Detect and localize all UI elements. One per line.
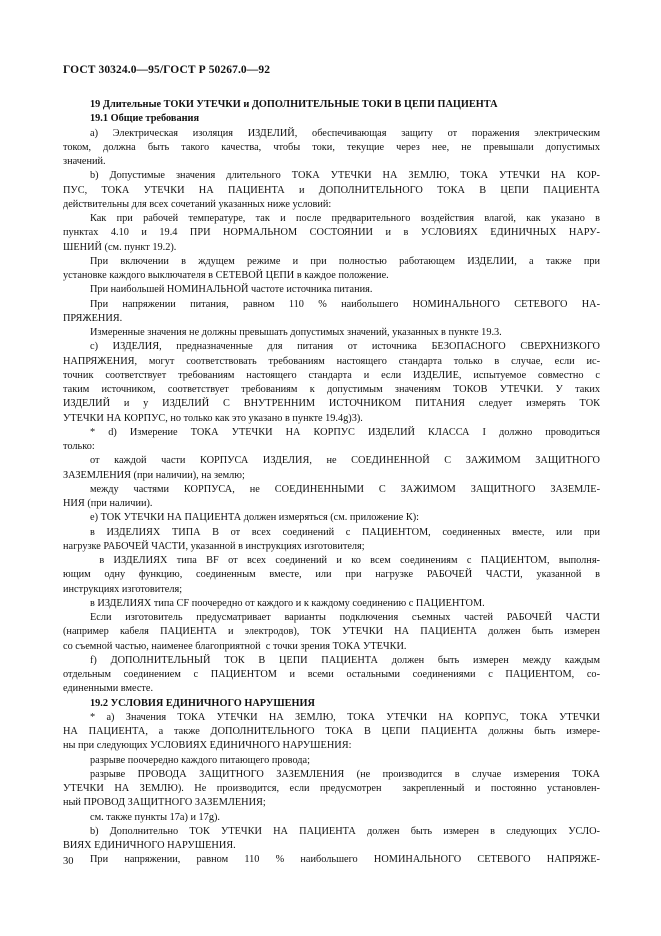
text-line: Как при рабочей температуре, так и после предварительного воздействия влагой, как указано в: [90, 213, 600, 224]
text-line: с) ИЗДЕЛИЯ, предназначенные для питания от источника БЕЗОПАСНОГО СВЕРХНИЗКОГО: [90, 341, 600, 353]
text-line: При включении в ждущем режиме и при полностью работающем ИЗДЕЛИИ, а также при: [90, 255, 600, 267]
text-line: НИЯ (при наличии).: [63, 498, 153, 509]
text-line: ПУС, ТОКА УТЕЧКИ НА ПАЦИЕНТА и ДОПОЛНИТЕЛЬНОГО ТОКА В ЦЕПИ ПАЦИЕНТА: [63, 184, 600, 196]
text-line: единенными вместе.: [63, 683, 154, 695]
text-line: ВИЯХ ЕДИНИЧНОГО НАРУШЕНИЯ.: [63, 840, 236, 851]
text-line: При наибольшей НОМИНАЛЬНОЙ частоте источника питания.: [90, 284, 373, 296]
text-line: НА ПАЦИЕНТА, а также ДОПОЛНИТЕЛЬНОГО ТОКА В ЦЕПИ ПАЦИЕНТА должны быть измере-: [63, 726, 600, 737]
text-line: отдельным соединением с ПАЦИЕНТОМ и всеми остальными соединениями с ПАЦИЕНТОМ, со-: [63, 669, 600, 680]
text-line: установке каждого выключателя в СЕТЕВОЙ ЦЕПИ в каждое положение.: [63, 270, 389, 281]
text-line: * а) Значения ТОКА УТЕЧКИ НА ЗЕМЛЮ, ТОКА УТЕЧКИ НА КОРПУС, ТОКА УТЕЧКИ: [90, 711, 600, 723]
text-line: а) Электрическая изоляция ИЗДЕЛИЙ, обеспечивающая защиту от поражения электрическим: [90, 127, 600, 139]
text-line: (например кабеля ПАЦИЕНТА и электродов), ТОК УТЕЧКИ НА ПАЦИЕНТА должен быть измерен: [63, 626, 600, 638]
text-line: Если изготовитель предусматривает варианты подключения съемных частей РАБОЧЕЙ ЧАСТИ: [90, 612, 600, 623]
text-line: со съемной частью, наименее благоприятной с точки зрения ТОКА УТЕЧКИ.: [63, 640, 407, 652]
text-line: см. также пункты 17а) и 17g).: [90, 811, 220, 823]
text-line: ИЗДЕЛИЙ и у ИЗДЕЛИЙ С ВНУТРЕННИМ ИСТОЧНИКОМ ПИТАНИЯ следует измерять ТОК: [63, 398, 600, 410]
text-line: При напряжении питания, равном 110 % наибольшего НОМИНАЛЬНОГО СЕТЕВОГО НА-: [90, 298, 600, 310]
text-line: между частями КОРПУСА, не СОЕДИНЕННЫМИ С ЗАЖИМОМ ЗАЩИТНОГО ЗАЗЕМЛЕ-: [90, 483, 600, 495]
text-line: в ИЗДЕЛИЯХ ТИПА В от всех соединений с ПАЦИЕНТОМ, соединенных вместе, или при: [90, 526, 600, 538]
text-line: ПРЯЖЕНИЯ.: [63, 312, 123, 324]
text-line: действительны для всех сочетаний указанных ниже условий:: [63, 198, 332, 210]
section-heading: 19.1 Общие требования: [90, 113, 200, 125]
text-line: е) ТОК УТЕЧКИ НА ПАЦИЕНТА должен измеряться (см. приложение К):: [90, 512, 419, 524]
text-line: ШЕНИЙ (см. пункт 19.2).: [63, 241, 177, 253]
text-line: разрыве поочередно каждого питающего провода;: [90, 754, 310, 766]
text-line: от каждой части КОРПУСА ИЗДЕЛИЯ, не СОЕДИНЕННОЙ С ЗАЖИМОМ ЗАЩИТНОГО: [90, 455, 600, 467]
text-line: b) Дополнительно ТОК УТЕЧКИ НА ПАЦИЕНТА должен быть измерен в следующих УСЛО-: [90, 825, 600, 837]
text-line: ный ПРОВОД ЗАЩИТНОГО ЗАЗЕМЛЕНИЯ;: [63, 797, 266, 809]
section-heading: 19 Длительные ТОКИ УТЕЧКИ и ДОПОЛНИТЕЛЬНЫЕ ТОКИ В ЦЕПИ ПАЦИЕНТА: [90, 99, 498, 110]
text-line: только:: [63, 441, 95, 452]
standard-header: ГОСТ 30324.0—95/ГОСТ Р 50267.0—92: [63, 64, 271, 76]
text-line: ны при следующих УСЛОВИЯХ ЕДИНИЧНОГО НАРУШЕНИЯ:: [63, 740, 352, 752]
text-line: b) Допустимые значения длительного ТОКА УТЕЧКИ НА ЗЕМЛЮ, ТОКА УТЕЧКИ НА КОР-: [90, 170, 600, 182]
text-line: током, должна быть такого качества, чтобы токи, текущие через нее, не превышали допустимых: [63, 141, 600, 153]
text-line: УТЕЧКИ НА ЗЕМЛЮ). Не производится, если предусмотрен закрепленный и постоянно установлен-: [63, 783, 600, 794]
text-line: НАПРЯЖЕНИЯ, могут соответствовать требованиям настоящего стандарта только в случае, если ис-: [63, 355, 600, 367]
text-line: точник соответствует требованиям настоящего стандарта и если ИЗДЕЛИЕ, испытуемое совместно с: [63, 369, 600, 381]
text-line: * d) Измерение ТОКА УТЕЧКИ НА КОРПУС ИЗДЕЛИЙ КЛАССА I должно проводиться: [90, 426, 600, 438]
text-line: инструкциях изготовителя;: [63, 583, 183, 595]
text-line: таким источником, соответствует требованиям к допустимым значениям ТОКОВ УТЕЧКИ. У таких: [63, 384, 600, 395]
text-line: в ИЗДЕЛИЯХ типа BF от всех соединений и ко всем соединениям с ПАЦИЕНТОМ, выполня-: [90, 555, 600, 566]
text-line: При напряжении, равном 110 % наибольшего НОМИНАЛЬНОГО СЕТЕВОГО НАПРЯЖЕ-: [90, 854, 600, 866]
page-number: 30: [63, 856, 74, 867]
text-line: значений.: [63, 156, 106, 167]
text-line: Измеренные значения не должны превышать допустимых значений, указанных в пункте 19.3.: [90, 327, 502, 338]
text-line: ющим одну функцию, соединенным вместе, или при нагрузке РАБОЧЕЙ ЧАСТИ, указанной в: [63, 569, 600, 581]
text-line: f) ДОПОЛНИТЕЛЬНЫЙ ТОК В ЦЕПИ ПАЦИЕНТА должен быть измерен между каждым: [90, 654, 600, 666]
text-line: УТЕЧКИ НА КОРПУС, но только как это указано в пункте 19.4g)3).: [63, 412, 363, 424]
text-line: ЗАЗЕМЛЕНИЯ (при наличии), на землю;: [63, 469, 245, 481]
text-line: разрыве ПРОВОДА ЗАЩИТНОГО ЗАЗЕМЛЕНИЯ (не производится в случае измерения ТОКА: [90, 768, 600, 780]
section-heading: 19.2 УСЛОВИЯ ЕДИНИЧНОГО НАРУШЕНИЯ: [90, 697, 315, 709]
text-line: пунктах 4.10 и 19.4 ПРИ НОРМАЛЬНОМ СОСТОЯНИИ и в УСЛОВИЯХ ЕДИНИЧНЫХ НАРУ-: [63, 227, 600, 239]
text-line: в ИЗДЕЛИЯХ типа CF поочередно от каждого и к каждому соединению с ПАЦИЕНТОМ.: [90, 597, 485, 609]
text-line: нагрузке РАБОЧЕЙ ЧАСТИ, указанной в инструкциях изготовителя;: [63, 540, 365, 552]
